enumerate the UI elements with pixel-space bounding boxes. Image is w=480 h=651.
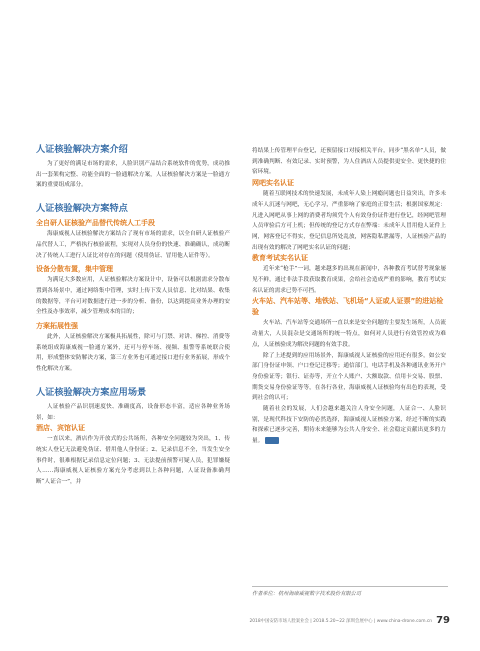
right-column xyxy=(252,146,446,447)
paragraph-hotel: 一直以来，酒店作为开放式的公共场所，各种安全问题较为突出，1、传统实人登记无法避免伪证、借用他人身份证；2、记录信息不全，当发生安全事件时，很难根据记录信息定位问题；3、无法提前预警可疑人员，犯罪嫌疑人……海康威视人证核验方案充分考虑到以上各种问题，人证设备准确判断“人证合一”，并 xyxy=(36,436,230,486)
subtitle-hotel: 酒店、宾馆认证 xyxy=(36,424,85,433)
paragraph-transit-1: 火车站、汽车站等交通场所一直以来是安全问题的主要发生场所，人员流动量大，人员混杂是交通场所的统一特点，如何对人员进行有效管控成为难点，人证核验成为解决问题的有效手段。 xyxy=(252,320,446,348)
paragraph-scenarios: 人证核验产品识别速度快、准确度高，设备形态丰富，适应各种业务场景，如： xyxy=(36,403,230,421)
paragraph-hotel-continued: 将结果上传管理平台登记，还预留接口对接相关平台，同步“黑名单”人员，做到准确判断、有效记录、实时预警，为人住酒店人员提供更安全、更快捷的住宿环境。 xyxy=(252,148,446,176)
subtitle-internet-cafe: 网吧实名认证 xyxy=(252,179,294,188)
paragraph-extensible: 此外，人证核验解决方案极具拓展性，除可与门禁、对讲、梯控、消费等系统组成海康威视一脸通方案外，还可与停车场、视频、报警等系统联合使用，形成整体安防解决方案，第三方业务也可通过接口进行业务拓展，形成个性化解决方案。 xyxy=(36,334,230,373)
footer-text: 2018中国安防市场人脸案业会 | 2018.5.20~22 深圳会展中心 | www.china-drone.com.cn xyxy=(249,619,433,624)
section-title-features: 人证核验解决方案特点 xyxy=(36,203,128,215)
paragraph-centralized: 为满足大多数应用，人证核验解决方案设计中，设备可以根据需求分散布置到各场景中，通过网络集中管理，实时上传下发人员信息、比对结果、收集的数据等，平台可对数据进行进一步的分析、备份，以达到提高业务办理的安全性及办事效率，减少管理成本的目的； xyxy=(36,277,230,316)
intro-paragraph: 为了更好的满足市场的需求，人脸识别产品结合系统软件的优势，成功推出一套架构完整、功能全面的一脸通解决方案，人证核验解决方案是一脸通方案的重要组成部分。 xyxy=(36,161,230,189)
left-column xyxy=(36,144,230,488)
section-title-scenarios: 人证核验解决方案应用场景 xyxy=(36,386,147,398)
author-affiliation: 作者单位：杭州海康威视数字技术股份有限公司 xyxy=(252,586,448,597)
subtitle-transit: 火车站、汽车站等、地铁站、飞机场“人证或人证票”的进站检验 xyxy=(252,297,444,317)
end-mark-icon xyxy=(265,437,279,444)
paragraph-exam: 近年来“枪手”一词，越来越多的出现在新闻中，各种教育考试替考现象屡见不鲜，通过非法手段获取教育成果，会给社会造成严重的影响，教育考试实名认证的需求已势不可挡。 xyxy=(252,266,446,294)
paragraph-transit-3-text: 随着社会的发展，人们会越来越关注人身安全问题，人证合一、人脸识别，是现代科技下安防的必然选择，海康威视人证核验方案，经过不断的实践和探索已逐步完善，期待未来能够为公共人身安全、社会稳定贡献出更多的力量。 xyxy=(252,406,446,445)
subtitle-exam: 教育考试实名认证 xyxy=(252,254,308,263)
paragraph-self-developed: 海康威视人证核验解决方案结合了现有市场的需求，以全自研人证核验产品代替人工，严格执行核验流程，实现对人员身份的快速、准确确认，成功断决了传统人工进行人证比对存在的问题（使用伪证、冒用他人证件等）。 xyxy=(36,231,230,259)
page-footer xyxy=(36,615,450,627)
subtitle-centralized: 设备分散布置，集中管理 xyxy=(36,265,113,274)
paragraph-internet-cafe: 随着互联网技术的快速发展，未成年人染上网瘾问题也日益突出，许多未成年人沉迷与网吧，无心学习，严重影响了家庭的正常生活；根据国家规定：凡进入网吧从事上网的消费者均须凭个人有效身份证件进行登记，经网吧管理人员审验后方可上机；但传统的登记方式存在弊端：未成年人冒用他人证件上网，网客登记不得实，登记信息所处乱放，网客隐私泄漏等，人证核验产品的出现有效的解决了网吧实名认证的问题； xyxy=(252,191,446,251)
paragraph-transit-3 xyxy=(252,404,446,447)
subtitle-self-developed: 全自研人证核验产品替代传统人工手段 xyxy=(36,219,155,228)
subtitle-extensible: 方案拓展性强 xyxy=(36,322,78,331)
paragraph-transit-2: 除了上述提到的应用场景外，海康威视人证核验的应用还有很多，如公安部门身份证申领、户口登记迁移等；通信部门，电话手机及各种通讯业务开户身份验证等；银行、证券等，开立个人账户、大额取款、信用卡交易、股票、期货交易身份验证等等，在各行各业，海康威视人证核验均有出色的表现，受到社会的认可； xyxy=(252,352,446,402)
section-title-intro: 人证核验解决方案介绍 xyxy=(36,144,128,155)
page-number: 79 xyxy=(436,615,450,626)
